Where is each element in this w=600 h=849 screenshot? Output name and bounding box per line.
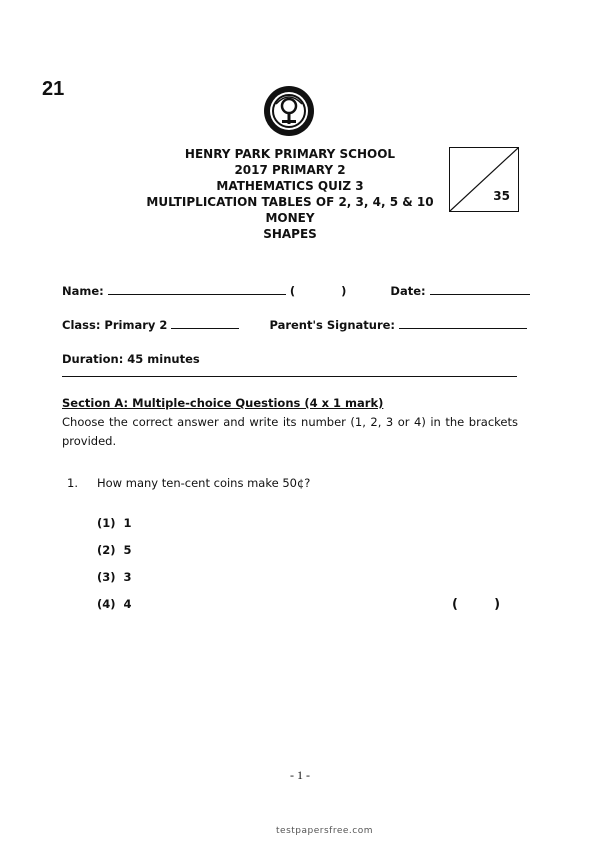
score-box — [449, 147, 519, 212]
quiz-title: MATHEMATICS QUIZ 3 — [216, 179, 364, 193]
topic-shapes: SHAPES — [263, 227, 317, 241]
section-title: Section A: Multiple-choice Questions (4 x 1 mark) — [62, 396, 384, 410]
section-instructions: Choose the correct answer and write its number (1, 2, 3 or 4) in the brackets provided. — [62, 415, 518, 448]
register-close-paren: ) — [341, 284, 347, 298]
duration: Duration: 45 minutes — [62, 352, 200, 366]
option-value: 5 — [123, 543, 132, 557]
topic-money: MONEY — [265, 211, 315, 225]
option-label: (1) — [97, 516, 116, 530]
divider — [62, 376, 517, 377]
footer-page-number: - 1 - — [290, 768, 310, 782]
name-label: Name: — [62, 284, 104, 298]
option-label: (3) — [97, 570, 116, 584]
school-crest-logo — [262, 84, 316, 138]
watermark: testpapersfree.com — [276, 826, 373, 836]
option-value: 4 — [123, 597, 132, 611]
option-2 — [97, 543, 132, 557]
option-1 — [97, 516, 132, 530]
option-value: 3 — [123, 570, 132, 584]
option-4 — [97, 597, 132, 611]
answer-bracket[interactable]: ( ) — [452, 597, 501, 612]
topic-multiplication: MULTIPLICATION TABLES OF 2, 3, 4, 5 & 10 — [146, 195, 434, 209]
school-year-level: 2017 PRIMARY 2 — [234, 163, 346, 177]
date-input-line[interactable] — [430, 284, 530, 295]
option-label: (4) — [97, 597, 116, 611]
class-row — [62, 318, 527, 332]
page-number: 21 — [42, 78, 65, 100]
question-text: How many ten-cent coins make 50¢? — [97, 476, 311, 490]
school-name: HENRY PARK PRIMARY SCHOOL — [184, 147, 396, 161]
name-row — [62, 284, 530, 298]
name-input-line[interactable] — [108, 284, 286, 295]
option-value: 1 — [123, 516, 132, 530]
parent-signature-line[interactable] — [399, 318, 527, 329]
option-label: (2) — [97, 543, 116, 557]
register-open-paren: ( — [289, 284, 296, 298]
date-label: Date: — [390, 284, 426, 298]
class-label: Class: Primary 2 — [62, 318, 168, 332]
class-input-line[interactable] — [171, 318, 239, 329]
option-3 — [97, 570, 132, 584]
parent-signature-label: Parent's Signature: — [269, 318, 396, 332]
score-total: 35 — [493, 189, 510, 203]
question-number: 1. — [67, 476, 78, 490]
quiz-header — [120, 146, 460, 242]
